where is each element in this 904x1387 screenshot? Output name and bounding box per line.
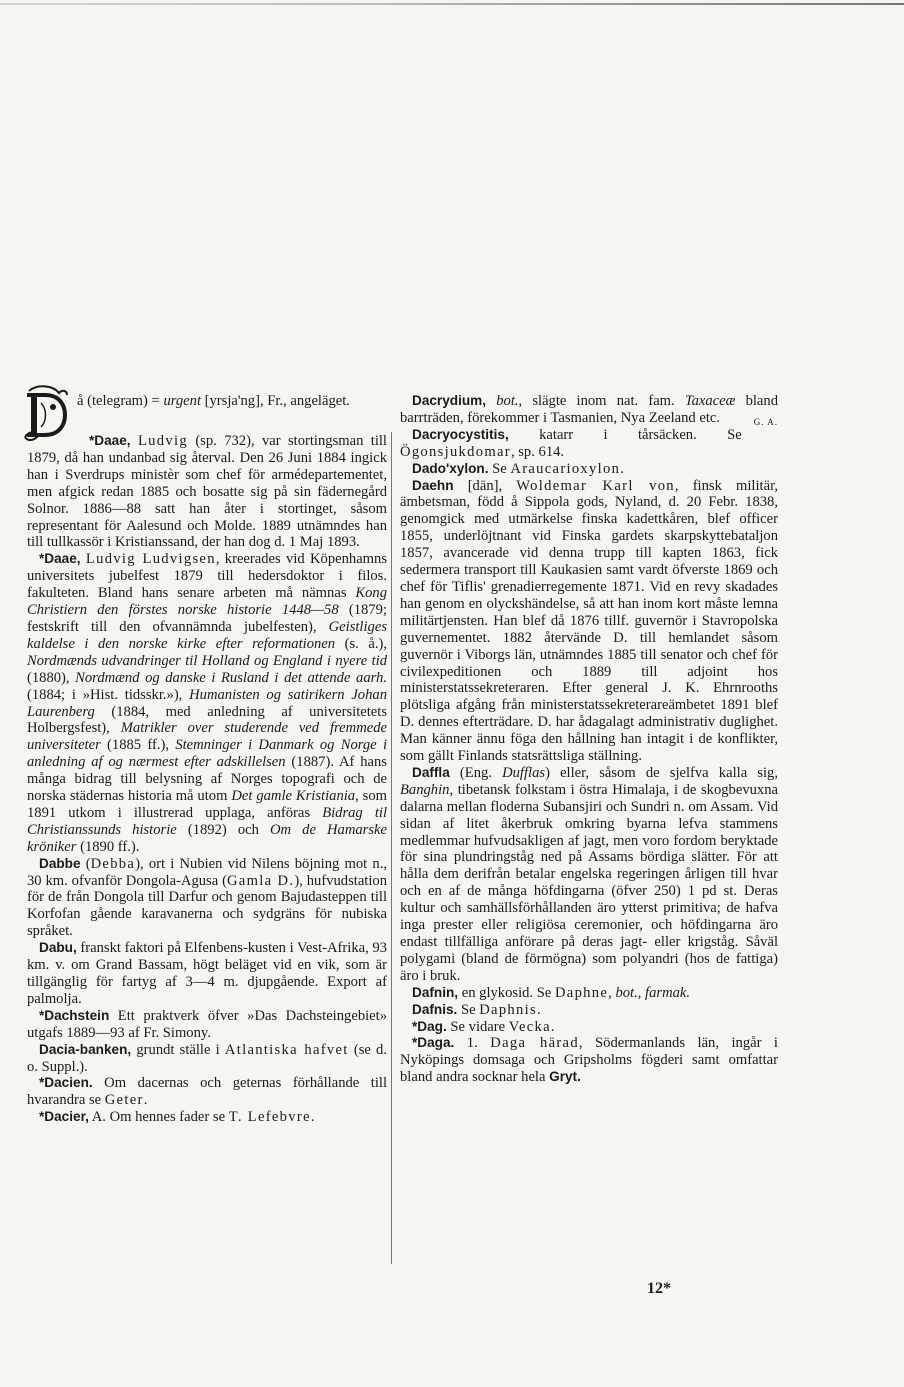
entry-text: , som 1891 utkom i illustrerad upplaga, anföras — [27, 788, 387, 821]
author-signature: G. A. — [753, 416, 778, 427]
right-entries — [400, 393, 778, 1086]
entry-text: Ludvig — [137, 433, 188, 449]
entry-text: (1879; festskrift till den ofvannämnda jubelfesten), — [27, 602, 387, 635]
entry-text: Daphnis — [479, 1001, 537, 1018]
entry-text: Daphne — [554, 984, 609, 1001]
entry-text: Om dacernas och geternas förhållande till hvarandra se — [27, 1075, 387, 1109]
entry-text: Kong Christiern den förstes norske historie 1448—58 — [27, 585, 387, 619]
dictionary-entry — [400, 427, 778, 461]
entry-text: bot. — [615, 984, 638, 1001]
entry-text: . — [536, 1001, 541, 1018]
entry-text: (1887). Af hans många bidrag till belysning af Norges topografi och de norska städernas historia må utom — [27, 754, 387, 805]
entry-text: , slägte inom nat. fam. — [518, 393, 685, 409]
entry-text: Taxaceæ — [684, 393, 736, 409]
entry-text: Debba — [90, 855, 136, 872]
top-scan-rule — [0, 3, 904, 5]
entry-text: (1884; i »Hist. tidsskr.»), — [27, 686, 190, 703]
entry-text: katarr i tårsäcken. Se — [508, 426, 742, 443]
entry-text: Gamla D. — [226, 872, 295, 889]
entry-text: . — [620, 460, 624, 477]
headword: Dafnis. — [412, 1001, 458, 1017]
headword: Dabbe — [39, 855, 81, 871]
dictionary-entry — [400, 765, 778, 985]
entry-text: Nordmænd og danske i Rusland i det attende aarh. — [75, 669, 387, 686]
entry-text: (s. å.), — [335, 635, 387, 652]
entry-text: ( — [80, 855, 91, 872]
entry-text: Se — [488, 460, 511, 477]
dictionary-entry — [27, 940, 387, 1008]
headword: Dafnin, — [412, 984, 459, 1000]
entry-text: en glykosid. Se — [458, 984, 555, 1001]
dictionary-entry — [400, 1019, 778, 1036]
entry-text: bot. — [496, 393, 519, 409]
dictionary-entry — [27, 1042, 387, 1076]
entry-text: , — [637, 984, 646, 1001]
entry-text: T. Lefebvre — [228, 1109, 311, 1126]
entry-text: Araucarioxylon — [510, 460, 621, 477]
entry-text: Det gamle Kristiania — [231, 788, 356, 805]
dictionary-entry — [27, 1109, 387, 1126]
dictionary-entry — [27, 551, 387, 855]
entry-text: . — [143, 1092, 148, 1109]
entry-text: Humanisten og satirikern Johan Laurenberg — [27, 686, 387, 720]
right-column — [400, 393, 778, 1086]
headword: *Daae, — [39, 551, 81, 567]
entry-text — [486, 393, 496, 409]
entry-text: Gryt. — [549, 1069, 581, 1085]
entry-text: , finsk militär, ämbetsman, född å Sippola gods, Nyland, d. 20 Febr. 1838, genomgick med utmärkelse finska kadettkåren, blef officer 1855, underlöjtnant vid Finska gardets skarpskyttebataljon 1857, avancerade vid denna trupp till kapten 1863, fick sedermera transport till Kaukasien samt vardt öfverste 1869 och chef för Tiflis' grenadierregemente 1871. Vid en revy skadades han genom en olyckshändelse, så att han inom kort måste lemna militärtjensten. Han blef då 1876 tillf. guvernör i Stavropolska guvernementet. 1882 återvände D. till hemlandet såsom guvernör i Viborgs län, utnämndes 1885 till senator och chef för civilexpeditionen och 1889 till adjoint hos ministerstatssekreteraren. Efter general J. K. Ehrnrooths plötsliga afgång från ministerstatssekreterareämbetet 1891 blef D. dennes efterträdare. D. har ådagalagt administrativ duglighet. Man känner ännu föga den hållning han intagit i de konflikter, som gällt Finlands statsrättsliga ställning. — [400, 477, 778, 765]
entry-text: [dān], — [453, 477, 517, 494]
entry-text: Woldemar Karl von — [516, 477, 675, 494]
dictionary-entry — [400, 393, 778, 427]
page-number: 12* — [647, 1280, 671, 1297]
entry-text: Banghin — [400, 781, 450, 798]
entry-text: grundt ställe i — [131, 1041, 225, 1058]
headword: Dacia-banken, — [39, 1041, 132, 1057]
entry-text: , sp. 614. — [510, 443, 565, 460]
entry-text: Matrikler over studerende ved fremmede universiteter — [27, 720, 387, 754]
dictionary-entry — [400, 478, 778, 765]
entry-text: 1. — [454, 1035, 491, 1052]
dictionary-entry — [27, 433, 387, 551]
left-column — [27, 393, 387, 1126]
entry-text: Ögonsjukdomar — [400, 443, 511, 460]
dictionary-entry — [400, 461, 778, 478]
dictionary-entry — [27, 1075, 387, 1109]
entry-text: Dufflas — [502, 764, 546, 781]
dictionary-entry — [400, 1035, 778, 1086]
entry-text: Geistliges kaldelse i den norske kirke efter reformationen — [27, 618, 387, 652]
entry-text: , Södermanlands län, ingår i Nyköpings domsaga och Gripsholms fögderi samt omfattar bland andra socknar hela — [400, 1035, 778, 1086]
entry-text: Ett praktverk öfver »Das Dachsteingebiet» utgafs 1889—93 af Fr. Simony. — [27, 1007, 387, 1041]
entry-text: Atlantiska hafvet — [224, 1041, 349, 1058]
headword: Dabu, — [39, 940, 77, 956]
entry-text: . — [550, 1018, 555, 1035]
entry-text: ), hufvudstation för de från Dongola till Darfur och genom Bajudasteppen till Korfofan gående karavanerna och sydgräns för nubiska språket. — [27, 872, 388, 940]
dictionary-entry — [27, 1008, 387, 1042]
entry-text: Ludvig Ludvigsen — [85, 551, 216, 568]
d-entry: å (telegram) = urgent [yrsja'ng], Fr., angeläget. — [77, 393, 350, 409]
entry-text: (1890 ff.). — [76, 838, 140, 855]
headword: *Dacier, — [39, 1109, 89, 1125]
entry-text: , kreerades vid Köpenhamns universitets jubelfest 1879 till hedersdoktor i filos. fakulteten. Bland hans senare arbeten må nämnas — [27, 551, 388, 602]
dictionary-entry — [400, 1002, 778, 1019]
entry-text: . — [310, 1109, 315, 1126]
entry-text: A. Om hennes fader se — [88, 1109, 229, 1126]
entry-text: Se vidare — [446, 1018, 509, 1035]
headword: Dacryocystitis, — [412, 426, 509, 442]
entry-text — [131, 433, 138, 449]
entry-text: (1885 ff.), — [100, 737, 176, 754]
entry-text: franskt faktori på Elfenbens-kusten i Vest-Afrika, 93 km. v. om Grand Bassam, högt beläget vid en vik, som är tillgänglig för fartyg af 3—4 m. djupgående. Export af palmolja. — [27, 940, 387, 1007]
headword: *Dachstein — [39, 1007, 110, 1023]
entry-text: (1892) och — [176, 821, 270, 838]
entry-text: Bidrag til Christianssunds historie — [27, 804, 388, 838]
dropcap-entry — [27, 393, 387, 433]
entry-text: Se — [457, 1001, 480, 1018]
headword: *Dacien. — [39, 1075, 93, 1091]
ornamental-initial-d-icon — [23, 385, 69, 441]
entry-text: (1884, med anledning af universitetets Holbergsfest), — [27, 703, 387, 737]
dictionary-entry — [400, 985, 778, 1002]
entry-text: ), ort i Nubien vid Nilens böjning mot n., 30 km. ofvanför Dongola-Agusa ( — [27, 855, 387, 889]
headword: Dado'xylon. — [412, 460, 489, 476]
entry-text: , — [608, 984, 616, 1001]
entry-text: , tibetansk folkstam i östra Himalaja, i de skogbevuxna dalarna mellan floderna Subansjiri och Sundri n. om Assam. Vid sidan af litet åkerbruk omkring byarna lefva stammens medlemmar hufvudsakligen af jagt, men voro fordom beryktade för sina plundringståg ned på Assams bördiga slätter. För att hålla dem derifrån betalar engelska regeringen årligen till hvar och en af de många höfdingarna (öfver 250) 1 pd st. Deras kultur och samhällsförhållanden äro ytterst primitiva; de hafva inga prester eller religiösa ceremonier, och höfdingarna äro endast tillfälliga anförare på deras jagt- eller krigståg. Såväl polygami (bland de förmögna) som polyandri (hos de fattiga) äro i bruk. — [400, 781, 778, 984]
headword: Dacrydium, — [412, 393, 487, 408]
column-divider — [391, 432, 392, 1264]
headword: *Dag. — [412, 1018, 447, 1034]
entry-text: Daga härad — [490, 1035, 579, 1052]
entry-text: (se d. o. Suppl.). — [27, 1041, 387, 1075]
entry-text: Geter — [104, 1092, 144, 1109]
entry-text: bland barrträden, förekommer i Tasmanien, Nya Zeeland etc. — [400, 393, 778, 426]
headword: *Daae, — [89, 433, 131, 448]
left-entries — [27, 433, 387, 1126]
entry-text: farmak. — [645, 984, 691, 1001]
entry-text: Stemninger i Danmark og Norge i anledning af og nærmest efter adskillelsen — [27, 737, 388, 771]
entry-text: Vecka — [508, 1018, 551, 1035]
headword: Daffla — [412, 764, 450, 780]
headword: Daehn — [412, 477, 454, 493]
entry-text: Om de Hamarske kröniker — [27, 821, 387, 855]
entry-text: (Eng. — [449, 764, 503, 781]
entry-text: (1880), — [27, 669, 76, 686]
entry-text: (sp. 732), var stortingsman till 1879, då han undanbad sig återval. Den 26 Juni 1884 ingick han i Sverdrups ministèr som chef för armédepartementet, men afgick redan 1885 och bosatte sig på sin fädernegård Solnor. 1886—88 satt han åter i stortinget, såsom representant för Aalesund och Molde. 1889 utnämndes han till tullkassör i Kristianssand, der han dog d. 1 Maj 1893. — [27, 433, 387, 551]
headword: *Daga. — [412, 1035, 455, 1051]
entry-text: Nordmænds udvandringer til Holland og England i nyere tid — [27, 652, 387, 669]
entry-text: ) eller, såsom de sjelfva kalla sig, — [545, 764, 778, 781]
dictionary-entry — [27, 856, 387, 941]
